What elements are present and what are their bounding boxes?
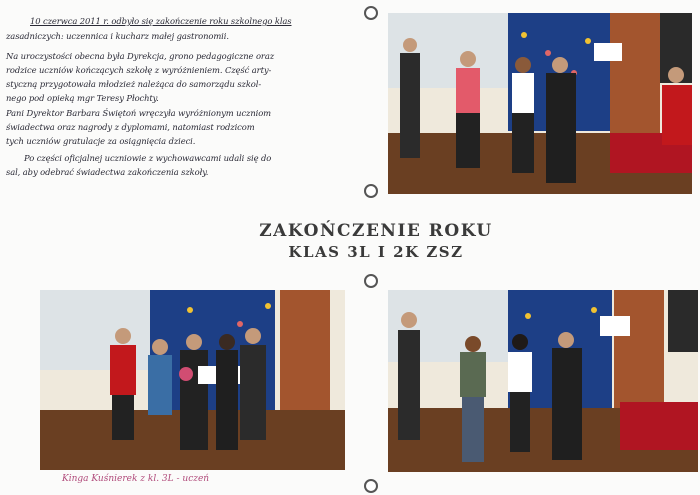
note-line-6: nego pod opieką mgr Teresy Płochty. [6,93,159,103]
handwritten-note [6,12,356,192]
photo-ceremony-bottom [388,290,698,472]
note-line-4: rodzice uczniów kończących szkołę z wyróżnieniem. Część arty- [6,65,272,75]
title-line-1: ZAKOŃCZENIE ROKU [259,221,493,241]
photo-caption: Kinga Kuśnierek z kl. 3L - uczeń [62,474,210,484]
photo-ceremony-top [388,13,692,194]
note-line-7: Pani Dyrektor Barbara Świętoń wręczyła wyróżnionym uczniom [6,108,271,118]
note-line-11: sal, aby odebrać świadectwa zakończenia szkoły. [6,167,209,177]
photo-award-group [40,290,345,470]
note-line-2: zasadniczych: uczennica i kucharz małej gastronomii. [6,31,229,41]
note-line-3: Na uroczystości obecna była Dyrekcja, grono pedagogiczne oraz [6,51,275,61]
note-line-10: Po części oficjalnej uczniowie z wychowawcami udali się do [24,153,272,163]
note-line-5: styczną przygotowała młodzież należąca do samorządu szkol- [6,79,262,89]
note-line-1: 10 czerwca 2011 r. odbyło się zakończenie roku szkolnego klas [30,16,292,26]
note-line-9: tych uczniów gratulacje za osiągnięcia dzieci. [6,136,196,146]
note-line-8: świadectwa oraz nagrody z dyplomami, natomiast rodzicom [6,122,255,132]
title-line-2: KLAS 3L I 2K ZSZ [288,243,464,261]
page-title [232,220,520,262]
